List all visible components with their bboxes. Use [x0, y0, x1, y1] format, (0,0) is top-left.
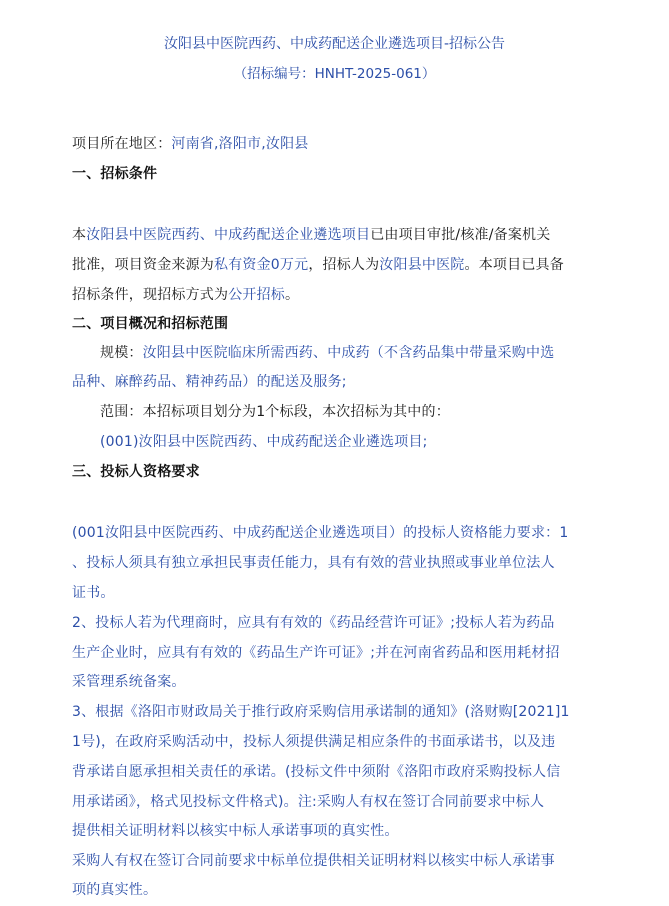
section1-heading: 一、招标条件	[72, 166, 158, 182]
requirement-line: (001汝阳县中医院西药、中成药配送企业遴选项目）的投标人资格能力要求：1	[72, 525, 569, 541]
section1-line3	[72, 285, 612, 305]
scale-text: 汝阳县中医院临床所需西药、中成药（不含药品集中带量采购中选	[142, 345, 555, 361]
requirement-line: 1号)，在政府采购活动中，投标人须提供满足相应条件的书面承诺书，以及违	[72, 734, 556, 750]
requirement-line: 2、投标人若为代理商时，应具有有效的《药品经营许可证》;投标人若为药品	[72, 615, 555, 631]
requirement-line: 项的真实性。	[72, 882, 158, 898]
section1-line2	[72, 255, 612, 275]
fund-source: 私有资金0万元	[214, 257, 309, 273]
text-fragment: 已由项目审批/核准/备案机关	[370, 227, 551, 243]
section3-heading: 三、投标人资格要求	[72, 464, 200, 480]
text-fragment: 本	[72, 227, 87, 243]
text-fragment: 。	[285, 287, 300, 303]
requirement-line: 采管理系统备案。	[72, 674, 186, 690]
project-name: 汝阳县中医院西药、中成药配送企业遴选项目	[86, 227, 371, 243]
requirement-line: 3、根据《洛阳市财政局关于推行政府采购信用承诺制的通知》(洛财购[2021]1	[72, 704, 570, 720]
requirement-line: 背承诺自愿承担相关责任的承诺。(投标文件中须附《洛阳市政府采购投标人信	[72, 764, 561, 780]
requirement-line: 证书。	[72, 585, 115, 601]
text-fragment: ，招标人为	[308, 257, 380, 273]
requirement-line: 提供相关证明材料以核实中标人承诺事项的真实性。	[72, 823, 399, 839]
scale-label: 规模：	[100, 345, 143, 361]
tender-method: 公开招标	[228, 287, 286, 303]
text-fragment: 招标条件，现招标方式为	[72, 287, 229, 303]
lot-line: (001)汝阳县中医院西药、中成药配送企业遴选项目;	[100, 434, 428, 450]
requirement-line: 采购人有权在签订合同前要求中标单位提供相关证明材料以核实中标人承诺事	[72, 853, 555, 869]
region-value: 河南省,洛阳市,汝阳县	[171, 136, 309, 152]
region-line	[72, 134, 612, 154]
text-fragment: 批准，项目资金来源为	[72, 257, 214, 273]
text-fragment: 。本项目已具备	[464, 257, 564, 273]
scale-line1	[100, 343, 640, 363]
requirement-line: 用承诺函》，格式见投标文件格式)。注:采购人有权在签订合同前要求中标人	[72, 794, 545, 810]
section2-heading: 二、项目概况和招标范围	[72, 316, 229, 332]
requirement-line: 、投标人须具有独立承担民事责任能力，具有有效的营业执照或事业单位法人	[72, 555, 555, 571]
scale-line2: 品种、麻醉药品、精神药品）的配送及服务;	[72, 374, 347, 390]
tenderer-name: 汝阳县中医院	[379, 257, 465, 273]
tender-number: （招标编号：HNHT-2025-061）	[233, 66, 436, 82]
range-line: 范围：本招标项目划分为1个标段，本次招标为其中的：	[100, 404, 450, 420]
document-title: 汝阳县中医院西药、中成药配送企业遴选项目-招标公告	[163, 36, 506, 52]
section1-line1	[72, 225, 612, 245]
region-label: 项目所在地区：	[72, 136, 172, 152]
requirement-line: 生产企业时，应具有有效的《药品生产许可证》;并在河南省药品和医用耗材招	[72, 645, 560, 661]
